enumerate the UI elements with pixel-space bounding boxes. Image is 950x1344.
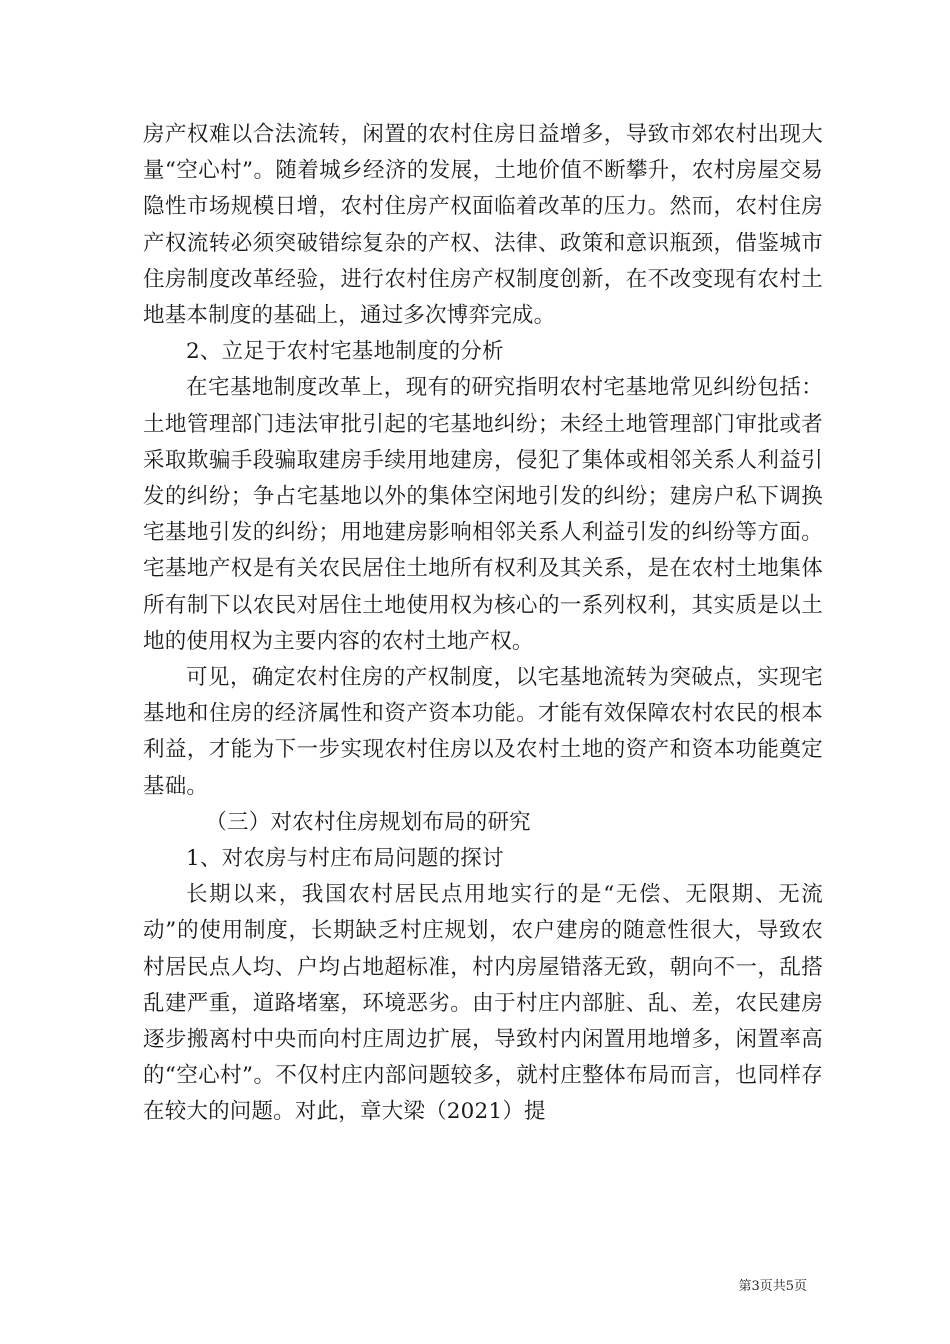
paragraph-conclusion: 可见，确定农村住房的产权制度，以宅基地流转为突破点，实现宅基地和住房的经济属性和资产资本功能。才能有效保障农村农民的根本利益，才能为下一步实现农村住房以及农村土地的资产和资本功能奠定基础。: [143, 665, 823, 799]
paragraph-housing-rights: 房产权难以合法流转，闲置的农村住房日益增多，导致市郊农村出现大量“空心村”。随着城乡经济的发展，土地价值不断攀升，农村房屋交易隐性市场规模日增，农村住房产权面临着改革的压力。然而，农村住房产权流转必须突破错综复杂的产权、法律、政策和意识瓶颈，借鉴城市住房制度改革经验，进行农村住房产权制度创新，在不改变现有农村土地基本制度的基础上，通过多次博弈完成。: [143, 122, 823, 329]
heading-homestead-analysis: 2、立足于农村宅基地制度的分析: [186, 339, 504, 365]
heading-section-three: （三）对农村住房规划布局的研究: [205, 809, 531, 835]
paragraph-village-layout: 长期以来，我国农村居民点用地实行的是“无偿、无限期、无流动”的使用制度，长期缺乏村庄规划，农户建房的随意性很大，导致农村居民点人均、户均占地超标准，村内房屋错落无致，朝向不一，乱搭乱建严重，道路堵塞，环境恶劣。由于村庄内部脏、乱、差，农民建房逐步搬离村中央而向村庄周边扩展，导致村内闲置用地增多，闲置率高的“空心村”。不仅村庄内部问题较多，就村庄整体布局而言，也同样存在较大的问题。对此，章大梁（2021）提: [143, 882, 823, 1125]
paragraph-homestead-reform: 在宅基地制度改革上，现有的研究指明农村宅基地常见纠纷包括：土地管理部门违法审批引起的宅基地纠纷；未经土地管理部门审批或者采取欺骗手段骗取建房手续用地建房，侵犯了集体或相邻关系人利益引发的纠纷；争占宅基地以外的集体空闲地引发的纠纷；建房户私下调换宅基地引发的纠纷；用地建房影响相邻关系人利益引发的纠纷等方面。宅基地产权是有关农民居住土地所有权利及其关系，是在农村土地集体所有制下以农民对居住土地使用权为核心的一系列权利，其实质是以土地的使用权为主要内容的农村土地产权。: [143, 375, 823, 654]
page-number: 第3页共5页: [738, 1279, 807, 1294]
heading-village-layout: 1、对农房与村庄布局问题的探讨: [186, 846, 504, 872]
document-body: [143, 117, 823, 1131]
